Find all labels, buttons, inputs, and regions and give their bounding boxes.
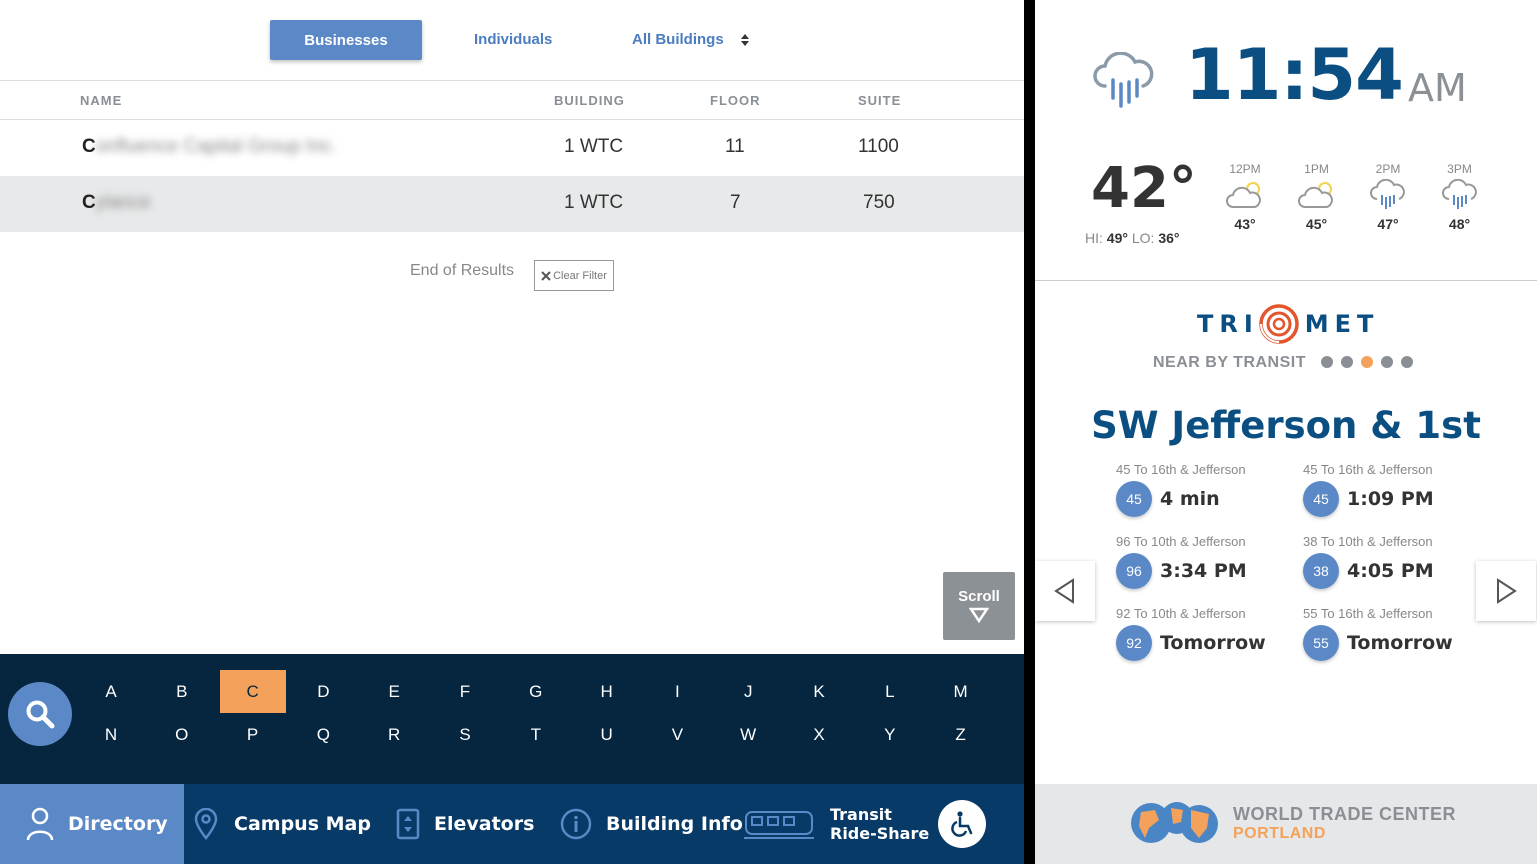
scroll-label: Scroll (958, 588, 1000, 605)
key-q[interactable]: Q (316, 724, 330, 744)
elevator-icon (396, 808, 420, 840)
column-header-suite: SUITE (858, 93, 902, 108)
arrival-line (1116, 625, 1296, 661)
key-l[interactable]: L (885, 681, 895, 701)
arrival-line (1116, 481, 1296, 517)
key-h[interactable]: H (600, 681, 613, 701)
forecast-hour (1358, 162, 1418, 232)
wtc-globe-logo (1129, 798, 1221, 848)
nav-campus-map[interactable] (192, 784, 371, 864)
forecast-temp: 47° (1377, 216, 1399, 232)
sort-arrows-icon[interactable] (739, 32, 751, 48)
current-temperature: 42° (1091, 156, 1197, 221)
row-suite: 750 (863, 192, 895, 213)
next-button[interactable] (1476, 561, 1536, 621)
arrival-item (1116, 462, 1296, 517)
org-city: PORTLAND (1233, 825, 1326, 842)
arrival-time: 3:34 PM (1160, 560, 1247, 582)
forecast-hour (1430, 162, 1490, 232)
alphabet-keyboard (0, 654, 1024, 784)
forecast-time: 1PM (1304, 162, 1329, 176)
clock-time: 11:54 (1185, 34, 1403, 116)
key-m[interactable]: M (953, 681, 968, 701)
key-d[interactable]: D (317, 681, 330, 701)
row-name: Confluence Capital Group Inc. (82, 136, 337, 157)
forecast-temp: 48° (1448, 216, 1471, 232)
end-of-results-text: End of Results (410, 262, 515, 279)
info-panel (1035, 0, 1537, 864)
key-o[interactable]: O (175, 724, 189, 744)
triangle-left-icon (1053, 577, 1077, 605)
table-row[interactable] (0, 120, 1024, 176)
table-header (0, 80, 1024, 120)
arrival-line (1303, 625, 1483, 661)
key-x[interactable]: X (813, 724, 825, 744)
partly-cloudy-icon (1215, 176, 1275, 216)
forecast-time: 2PM (1375, 162, 1401, 176)
close-icon (541, 271, 551, 281)
arrival-item (1303, 534, 1483, 589)
carousel-dot[interactable] (1361, 356, 1373, 368)
rain-icon (1091, 52, 1155, 110)
nav-elevators-label: Elevators (434, 813, 535, 835)
row-name: Cylance (82, 192, 151, 213)
key-a[interactable]: A (105, 681, 117, 701)
arrival-item (1116, 606, 1296, 661)
key-c[interactable]: C (220, 670, 286, 713)
forecast-hour (1287, 162, 1347, 232)
map-pin-icon (192, 808, 220, 840)
key-j[interactable]: J (743, 681, 753, 701)
arrival-line (1116, 553, 1296, 589)
carousel-dot[interactable] (1381, 356, 1393, 368)
key-b[interactable]: B (176, 681, 188, 701)
route-badge: 38 (1303, 553, 1339, 589)
route-badge: 45 (1116, 481, 1152, 517)
route-badge: 96 (1116, 553, 1152, 589)
rain-icon (1430, 176, 1490, 216)
building-select[interactable]: All Buildings (632, 31, 724, 48)
previous-button[interactable] (1035, 561, 1095, 621)
info-icon (560, 808, 592, 840)
key-k[interactable]: K (813, 681, 825, 701)
nav-transit-label: Transit Ride-Share (830, 805, 930, 843)
businesses-button[interactable]: Businesses (270, 20, 422, 60)
nav-campus-map-label: Campus Map (234, 813, 371, 835)
bottom-nav (0, 784, 1024, 864)
panel-divider (1024, 0, 1035, 864)
nearby-transit-label: NEAR BY TRANSIT (1153, 354, 1306, 371)
route-badge: 45 (1303, 481, 1339, 517)
nav-building-info[interactable] (560, 784, 743, 864)
arrival-route-desc: 38 To 10th & Jefferson (1303, 534, 1433, 549)
hi-lo-temps: HI: 49° LO: 36° (1085, 230, 1180, 246)
key-g[interactable]: G (529, 681, 543, 701)
arrival-route-desc: 96 To 10th & Jefferson (1116, 534, 1246, 549)
key-n[interactable]: N (104, 724, 118, 744)
forecast-temp: 43° (1234, 216, 1256, 232)
arrival-route-desc: 55 To 16th & Jefferson (1303, 606, 1433, 621)
search-button[interactable] (8, 682, 72, 746)
row-suite: 1100 (858, 136, 899, 157)
arrival-time: Tomorrow (1160, 632, 1266, 654)
row-floor: 7 (730, 192, 741, 213)
nav-directory-label: Directory (68, 813, 168, 835)
arrival-line (1303, 553, 1483, 589)
arrival-item (1303, 606, 1483, 661)
directory-table (0, 80, 1024, 232)
nav-elevators[interactable] (396, 784, 534, 864)
route-badge: 55 (1303, 625, 1339, 661)
arrival-line (1303, 481, 1483, 517)
nav-directory[interactable] (0, 784, 184, 864)
arrival-time: Tomorrow (1347, 632, 1453, 654)
arrival-time: 4 min (1160, 488, 1220, 510)
train-icon (744, 808, 816, 840)
filter-bar (0, 20, 1024, 60)
search-icon (24, 698, 56, 730)
route-badge: 92 (1116, 625, 1152, 661)
carousel-dots (1321, 356, 1413, 368)
partly-cloudy-icon (1287, 176, 1347, 216)
forecast-time: 3PM (1447, 162, 1472, 176)
column-header-name: NAME (80, 93, 123, 108)
key-s[interactable]: S (459, 724, 471, 744)
person-icon (26, 807, 54, 841)
arrival-time: 4:05 PM (1347, 560, 1434, 582)
key-i[interactable]: I (675, 681, 680, 701)
triangle-right-icon (1494, 577, 1518, 605)
arrival-item (1303, 462, 1483, 517)
carousel-dot[interactable] (1341, 356, 1353, 368)
column-header-floor: FLOOR (710, 93, 761, 108)
arrival-route-desc: 45 To 16th & Jefferson (1116, 462, 1246, 477)
key-u[interactable]: U (600, 724, 613, 744)
forecast-temp: 45° (1305, 216, 1328, 232)
key-z[interactable]: Z (955, 724, 966, 744)
stop-name: SW Jefferson & 1st (1091, 404, 1481, 447)
divider (1035, 280, 1537, 281)
key-v[interactable]: V (671, 724, 684, 744)
column-header-building: BUILDING (554, 93, 625, 108)
table-row[interactable] (0, 176, 1024, 232)
nav-transit[interactable] (744, 784, 929, 864)
key-p[interactable]: P (246, 724, 259, 744)
nav-building-info-label: Building Info (606, 813, 743, 835)
forecast-time: 12PM (1229, 162, 1261, 176)
arrival-route-desc: 92 To 10th & Jefferson (1116, 606, 1246, 621)
trimet-swirl-icon (1259, 304, 1299, 344)
key-e[interactable]: E (388, 681, 400, 701)
key-y[interactable]: Y (884, 724, 896, 744)
scroll-button[interactable] (943, 572, 1015, 640)
arrival-item (1116, 534, 1296, 589)
triangle-down-icon (969, 607, 989, 623)
trimet-logo: TRI MET (1197, 304, 1379, 344)
key-t[interactable]: T (530, 724, 541, 744)
row-building: 1 WTC (564, 136, 624, 157)
rain-icon (1358, 176, 1418, 216)
carousel-dot[interactable] (1401, 356, 1413, 368)
forecast-hour (1215, 162, 1275, 232)
key-f[interactable]: F (459, 681, 471, 701)
row-building: 1 WTC (564, 192, 624, 213)
clock-ampm: AM (1408, 66, 1467, 110)
clear-filter-button[interactable] (534, 260, 614, 291)
key-r[interactable]: R (388, 724, 401, 744)
individuals-tab[interactable]: Individuals (474, 31, 553, 48)
wheelchair-icon (947, 809, 977, 839)
footer (1035, 784, 1537, 864)
accessibility-button[interactable] (938, 800, 986, 848)
carousel-dot[interactable] (1321, 356, 1333, 368)
row-floor: 11 (725, 136, 745, 157)
key-w[interactable]: W (740, 724, 757, 744)
arrival-route-desc: 45 To 16th & Jefferson (1303, 462, 1433, 477)
arrival-time: 1:09 PM (1347, 488, 1434, 510)
org-name: WORLD TRADE CENTER (1233, 804, 1456, 824)
clear-filter-label: Clear Filter (553, 269, 607, 282)
